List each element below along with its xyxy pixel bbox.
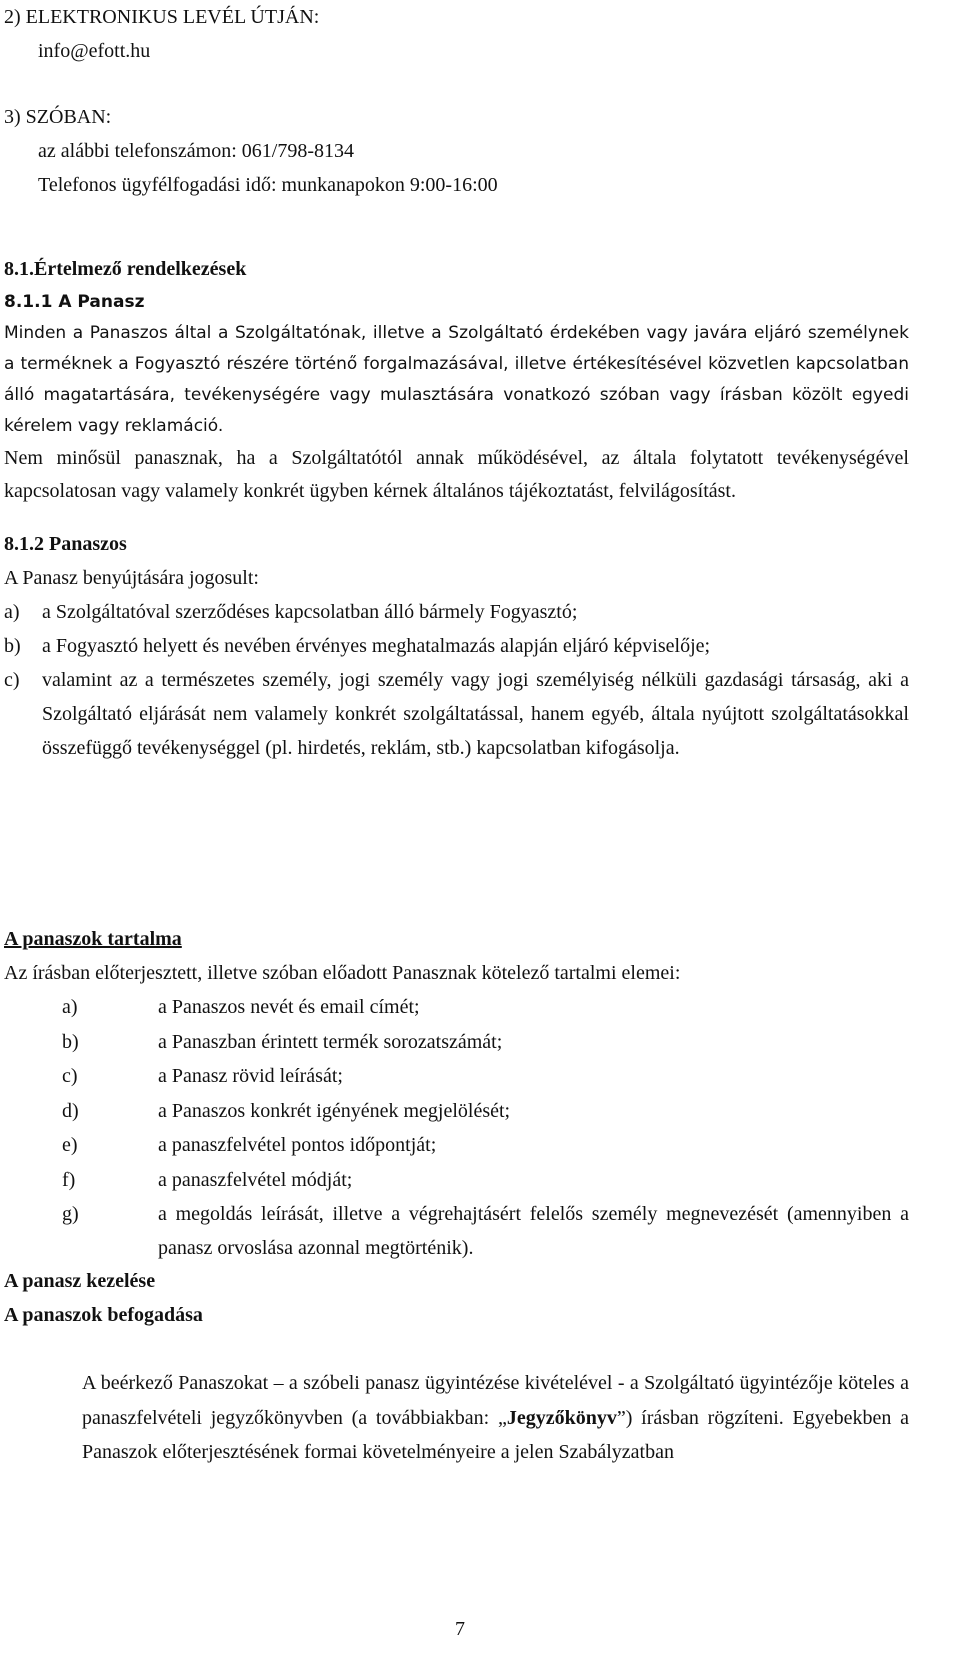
list-text: a Panaszban érintett termék sorozatszámát; [158, 1030, 503, 1053]
list-text: a Panaszos nevét és email címét; [158, 996, 420, 1018]
content-intro: Az írásban előterjesztett, illetve szóban előadott Panasznak kötelező tartalmi elemei: [4, 962, 681, 984]
list-item [4, 1163, 909, 1198]
list-marker: f) [62, 1168, 76, 1191]
page-number: 7 [455, 1618, 465, 1640]
content-list [4, 990, 909, 1265]
list-text: a panaszfelvétel módját; [158, 1168, 353, 1191]
list-item [4, 1025, 909, 1060]
panasz-heading: 8.1.1 A Panasz [4, 292, 145, 312]
handling-section [4, 1264, 909, 1470]
list-text: a megoldás leírását, illetve a végrehajtásért felelős személy megnevezését (amennyiben a panasz orvoslása azonnal megtörténik). [158, 1203, 909, 1259]
list-item [4, 1197, 909, 1265]
jegyzokonyv-term: Jegyzőkönyv [506, 1406, 617, 1429]
content-heading: A panaszok tartalma [4, 928, 182, 950]
list-marker: a) [4, 601, 20, 623]
list-marker: e) [62, 1134, 78, 1156]
panaszos-intro: A Panasz benyújtására jogosult: [4, 567, 259, 589]
email-heading: 2) ELEKTRONIKUS LEVÉL ÚTJÁN: [4, 6, 320, 28]
list-item [4, 663, 909, 765]
list-marker: b) [4, 635, 21, 657]
list-marker: b) [62, 1030, 79, 1053]
phone-heading: 3) SZÓBAN: [4, 106, 112, 128]
list-text: valamint az a természetes személy, jogi személy vagy jogi személyiség nélküli gazdasági társaság, aki a Szolgáltató eljárását nem valamely konkrét szolgáltatással, hanem egyéb, általa nyújtott szolgáltatásokkal összefüggő tevékenységgel (pl. hirdetés, reklám, stb.) kapcsolatban kifogásolja. [42, 669, 909, 759]
list-item [4, 629, 909, 663]
email-address: info@efott.hu [38, 40, 151, 62]
receipt-paragraph [4, 1366, 909, 1470]
list-marker: c) [4, 669, 20, 691]
contact-section [4, 0, 909, 202]
list-item [4, 1059, 909, 1094]
receipt-text-end: ”) írásban rögzíteni. Egyebekben a Panaszok előterjesztésének formai követelményeire a jelen Szabályzatban [82, 1406, 909, 1463]
content-section [4, 922, 909, 1265]
list-item [4, 1094, 909, 1129]
panasz-definition: Minden a Panaszos által a Szolgáltatónak, illetve a Szolgáltató érdekében vagy javára eljáró személynek a terméknek a Fogyasztó részére történő forgalmazásával, illetve értékesítésével közvetlen kapcsolatban álló magatartására, tevékenységére vagy mulasztására vonatkozó szóban vagy írásban közölt egyedi kérelem vagy reklamáció. [4, 323, 909, 436]
list-item [4, 1128, 909, 1163]
list-item [4, 595, 909, 629]
list-item [4, 990, 909, 1025]
list-marker: d) [62, 1099, 79, 1122]
panasz-exclusion: Nem minősül panasznak, ha a Szolgáltatótól annak működésével, az általa folytatott tevékenységével kapcsolatosan vagy valamely konkrét ügyben kérnek általános tájékoztatást, felvilágosítást. [4, 447, 909, 502]
definitions-heading: 8.1.Értelmező rendelkezések [4, 258, 247, 280]
list-marker: a) [62, 996, 78, 1018]
list-marker: g) [62, 1203, 79, 1225]
handling-heading: A panasz kezelése [4, 1270, 156, 1292]
panaszos-heading: 8.1.2 Panaszos [4, 533, 127, 555]
list-text: a Panaszos konkrét igényének megjelölését; [158, 1099, 511, 1122]
list-marker: c) [62, 1065, 78, 1087]
list-text: a Fogyasztó helyett és nevében érvényes meghatalmazás alapján eljáró képviselője; [42, 635, 711, 657]
hours-line: Telefonos ügyfélfogadási idő: munkanapokon 9:00-16:00 [38, 174, 498, 196]
list-text: a panaszfelvétel pontos időpontját; [158, 1134, 437, 1156]
list-text: a Panasz rövid leírását; [158, 1065, 343, 1087]
receipt-text-start: A beérkező Panaszokat – a szóbeli panasz ügyintézése kivételével - a Szolgáltató ügyintézője köteles a panaszfelvételi jegyzőkönyvben (a továbbiakban: „ [82, 1372, 909, 1429]
receipt-heading: A panaszok befogadása [4, 1304, 203, 1326]
definitions-section [4, 252, 909, 765]
phone-line: az alábbi telefonszámon: 061/798-8134 [38, 140, 355, 162]
list-text: a Szolgáltatóval szerződéses kapcsolatban álló bármely Fogyasztó; [42, 601, 578, 623]
